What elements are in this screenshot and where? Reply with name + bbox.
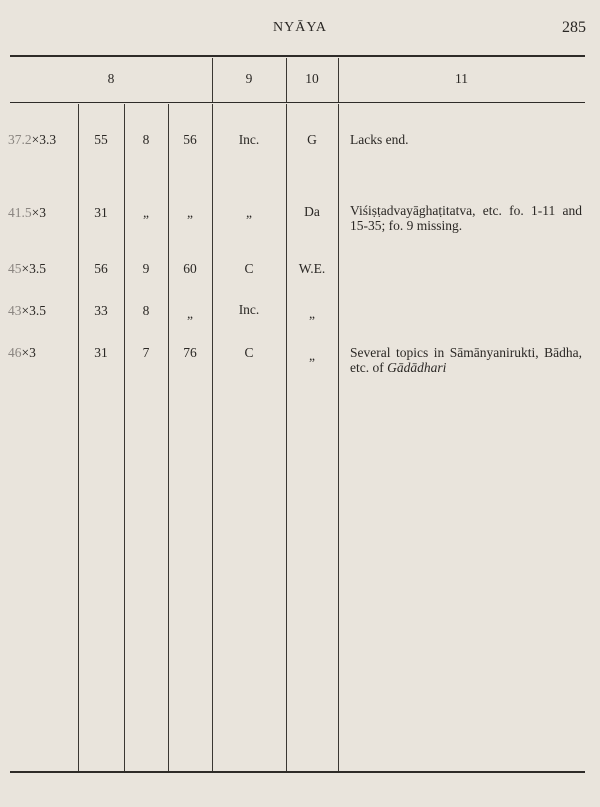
column-head-11: 11	[455, 71, 468, 86]
folios-cell: 31	[94, 205, 108, 220]
completeness-cell: C	[244, 261, 254, 276]
top-rule	[10, 55, 585, 57]
size-faded-part: 37.2	[8, 132, 32, 147]
running-title: NYĀYA	[273, 20, 327, 35]
condition-cell: Da	[304, 204, 320, 219]
letters-cell: 76	[183, 345, 197, 360]
size-rest-part: ×3.3	[31, 132, 57, 147]
remarks-cell	[350, 132, 582, 147]
column-head-8: 8	[107, 71, 115, 86]
size-rest-part: ×3	[31, 205, 46, 220]
remarks-cell	[350, 203, 582, 233]
completeness-cell: Inc.	[238, 132, 260, 147]
folios-cell: 31	[94, 345, 108, 360]
folios-cell: 33	[94, 303, 108, 318]
size-cell	[8, 205, 46, 220]
lines-cell: 9	[142, 261, 150, 276]
lines-cell: 8	[142, 132, 150, 147]
remarks-text: Lacks end.	[350, 132, 409, 147]
completeness-cell: Inc.	[238, 302, 260, 317]
size-faded-part: 46	[8, 345, 22, 360]
size-cell	[8, 303, 46, 318]
lines-cell: 8	[142, 303, 150, 318]
size-rest-part: ×3	[21, 345, 36, 360]
size-faded-part: 45	[8, 261, 22, 276]
letters-cell: „	[187, 306, 193, 321]
completeness-cell: „	[246, 205, 252, 220]
letters-cell: 60	[183, 261, 197, 276]
condition-cell: „	[309, 306, 315, 321]
size-faded-part: 41.5	[8, 205, 32, 220]
bottom-rule	[10, 771, 585, 773]
remarks-italic: Gādādhari	[387, 360, 447, 375]
page-number: 285	[562, 19, 586, 36]
completeness-cell: C	[244, 345, 254, 360]
condition-cell: „	[309, 348, 315, 363]
remarks-cell	[350, 345, 582, 375]
size-faded-part: 43	[8, 303, 22, 318]
remarks-text: Viśiṣṭadvayāghaṭitatva, etc. fo. 1-11 and 15-35; fo. 9 missing.	[350, 203, 582, 233]
condition-cell: W.E.	[298, 261, 326, 276]
size-cell	[8, 345, 36, 360]
header-bottom-rule	[10, 102, 585, 103]
size-cell	[8, 261, 46, 276]
folios-cell: 55	[94, 132, 108, 147]
letters-cell: „	[187, 205, 193, 220]
column-head-10: 10	[305, 71, 319, 86]
folios-cell: 56	[94, 261, 108, 276]
lines-cell: „	[143, 205, 149, 220]
size-cell	[8, 132, 56, 147]
size-rest-part: ×3.5	[21, 261, 46, 276]
remarks-text: Several topics in Sāmānyanirukti, Bādha, etc. of	[350, 345, 582, 375]
column-head-9: 9	[245, 71, 253, 86]
condition-cell: G	[307, 132, 317, 147]
lines-cell: 7	[142, 345, 150, 360]
body-divider-condition	[338, 104, 339, 771]
letters-cell: 56	[183, 132, 197, 147]
size-rest-part: ×3.5	[21, 303, 46, 318]
